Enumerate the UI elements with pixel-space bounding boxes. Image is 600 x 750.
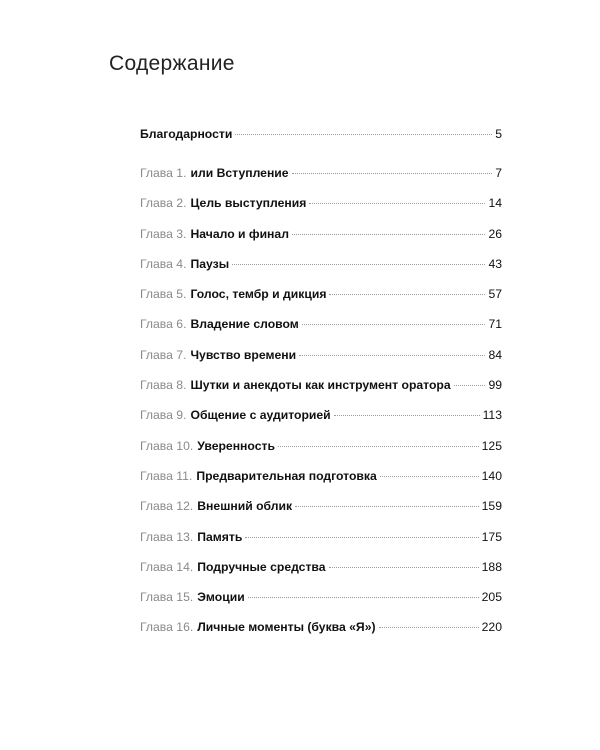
dot-leader xyxy=(278,446,479,447)
toc-entry[interactable] xyxy=(140,499,502,529)
dot-leader xyxy=(379,627,479,628)
toc-page-number: 175 xyxy=(481,529,502,544)
toc-entry-title: Владение словом xyxy=(190,317,299,332)
toc-chapter-label: Глава 3. xyxy=(140,226,187,241)
toc-entry[interactable] xyxy=(140,227,502,257)
toc-entry-title: Благодарности xyxy=(140,127,233,141)
table-of-contents xyxy=(140,127,502,651)
toc-entry-title: Память xyxy=(197,529,243,544)
toc-entry-title: Личные моменты (буква «Я») xyxy=(197,620,376,635)
toc-chapter-label: Глава 16. xyxy=(140,620,194,635)
toc-page-number: 205 xyxy=(481,590,502,605)
toc-chapter-label: Глава 11. xyxy=(140,468,193,483)
toc-chapter-label: Глава 13. xyxy=(140,529,194,544)
toc-chapter-label: Глава 14. xyxy=(140,559,194,574)
toc-page-number: 84 xyxy=(488,347,502,362)
toc-page-number: 7 xyxy=(495,166,502,180)
toc-entry[interactable] xyxy=(140,348,502,378)
toc-chapter-label: Глава 4. xyxy=(140,256,187,271)
toc-chapter-label: Глава 6. xyxy=(140,317,187,332)
toc-entry[interactable] xyxy=(140,469,502,499)
toc-entry-title: Внешний облик xyxy=(197,499,293,514)
toc-entry[interactable] xyxy=(140,287,502,317)
dot-leader xyxy=(299,355,485,356)
toc-entry-title: Паузы xyxy=(190,256,230,271)
toc-entry[interactable] xyxy=(140,196,502,226)
dot-leader xyxy=(292,173,493,174)
toc-page-number: 159 xyxy=(481,499,502,514)
toc-entry-title: Общение с аудиторией xyxy=(190,408,331,423)
toc-chapter-label: Глава 2. xyxy=(140,196,187,211)
toc-entry[interactable] xyxy=(140,408,502,438)
toc-entry[interactable] xyxy=(140,317,502,347)
toc-page-number: 14 xyxy=(488,196,502,211)
dot-leader xyxy=(248,597,479,598)
toc-chapter-label: Глава 9. xyxy=(140,408,187,423)
toc-chapter-label: Глава 7. xyxy=(140,347,187,362)
dot-leader xyxy=(329,567,479,568)
toc-entry-title: Предварительная подготовка xyxy=(196,468,377,483)
toc-entry-title: Голос, тембр и дикция xyxy=(190,287,327,302)
toc-entry-title: Эмоции xyxy=(197,590,245,605)
toc-page-number: 140 xyxy=(481,468,502,483)
dot-leader xyxy=(454,385,486,386)
toc-page-number: 26 xyxy=(488,226,502,241)
toc-entry-title: или Вступление xyxy=(190,166,289,180)
toc-entry[interactable] xyxy=(140,439,502,469)
page-title: Содержание xyxy=(109,52,235,75)
toc-entry-acknowledgements[interactable] xyxy=(140,127,502,166)
dot-leader xyxy=(295,506,479,507)
toc-page-number: 99 xyxy=(488,378,502,393)
dot-leader xyxy=(245,537,478,538)
toc-chapter-label: Глава 15. xyxy=(140,590,194,605)
dot-leader xyxy=(380,476,479,477)
toc-page-number: 125 xyxy=(481,438,502,453)
toc-chapter-label: Глава 8. xyxy=(140,378,187,393)
toc-entry[interactable] xyxy=(140,560,502,590)
toc-entry-title: Начало и финал xyxy=(190,226,289,241)
toc-entry[interactable] xyxy=(140,590,502,620)
toc-page-number: 188 xyxy=(481,559,502,574)
dot-leader xyxy=(334,415,480,416)
toc-entry-title: Чувство времени xyxy=(190,347,297,362)
toc-entry-title: Цель выступления xyxy=(190,196,307,211)
toc-page-number: 43 xyxy=(488,256,502,271)
toc-entry-title: Шутки и анекдоты как инструмент оратора xyxy=(190,378,451,393)
toc-entry[interactable] xyxy=(140,166,502,196)
toc-entry[interactable] xyxy=(140,620,502,650)
toc-entry-title: Подручные средства xyxy=(197,559,326,574)
toc-page-number: 71 xyxy=(488,317,502,332)
toc-page-number: 220 xyxy=(481,620,502,635)
toc-entry[interactable] xyxy=(140,530,502,560)
toc-page-number: 5 xyxy=(495,127,502,141)
toc-chapter-label: Глава 5. xyxy=(140,287,187,302)
toc-chapter-label: Глава 12. xyxy=(140,499,194,514)
toc-chapter-label: Глава 10. xyxy=(140,438,194,453)
dot-leader xyxy=(309,203,485,204)
toc-entry[interactable] xyxy=(140,378,502,408)
dot-leader xyxy=(302,324,486,325)
toc-page-number: 57 xyxy=(488,287,502,302)
toc-page-number: 113 xyxy=(482,408,502,423)
toc-chapter-label: Глава 1. xyxy=(140,166,187,180)
dot-leader xyxy=(235,134,492,135)
toc-entry-title: Уверенность xyxy=(197,438,275,453)
toc-entry[interactable] xyxy=(140,257,502,287)
dot-leader xyxy=(292,234,485,235)
dot-leader xyxy=(329,294,485,295)
dot-leader xyxy=(232,264,485,265)
